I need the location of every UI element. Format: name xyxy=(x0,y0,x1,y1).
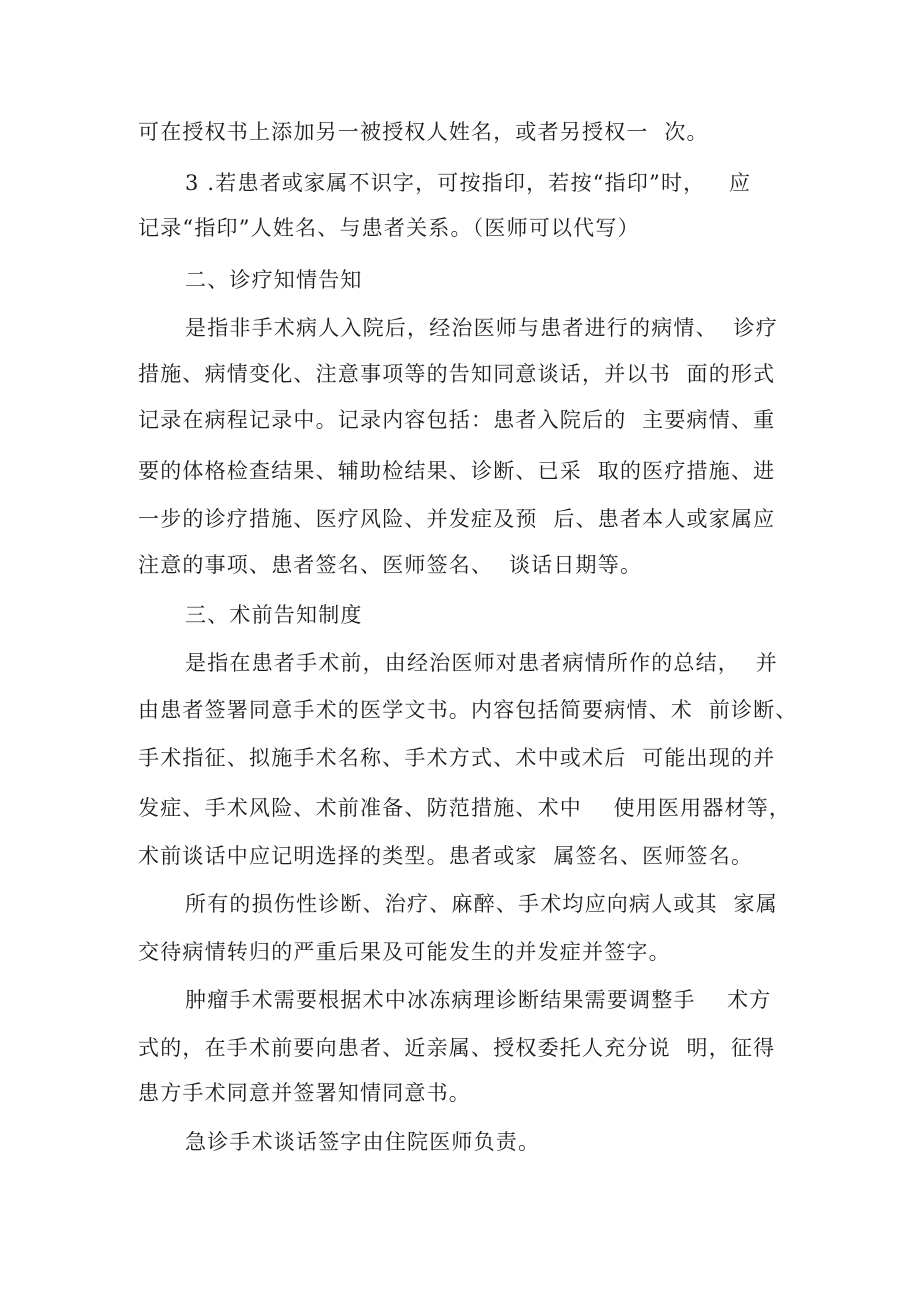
text-line: 式的，在手术前要向患者、近亲属、授权委托人充分说 明，征得 xyxy=(138,1036,776,1060)
text-line: 术前谈话中应记明选择的类型。患者或家 属签名、医师签名。 xyxy=(138,844,754,868)
text-line: 肿瘤手术需要根据术中冰冻病理诊断结果需要调整手 术方 xyxy=(185,988,772,1012)
text-line: 手术指征、拟施手术名称、手术方式、术中或术后 可能出现的并 xyxy=(138,746,776,770)
text-line: 可在授权书上添加另一被授权人姓名，或者另授权一 次。 xyxy=(138,120,709,144)
text-line: 一步的诊疗措施、医疗风险、并发症及预 后、患者本人或家属应 xyxy=(138,507,776,531)
section-heading: 三、术前告知制度 xyxy=(185,603,363,627)
text-line: 记录在病程记录中。记录内容包括：患者入院后的 主要病情、重 xyxy=(138,408,776,432)
text-line: 发症、手术风险、术前准备、防范措施、术中 使用医用器材等， xyxy=(138,796,792,820)
text-line: 患方手术同意并签署知情同意书。 xyxy=(138,1081,471,1105)
text-line: 记录“指印”人姓名、与患者关系。（医师可以代写） xyxy=(138,216,640,240)
text-line: 交待病情转归的严重后果及可能发生的并发症并签字。 xyxy=(138,940,671,964)
text-line: 急诊手术谈话签字由住院医师负责。 xyxy=(185,1130,541,1154)
section-heading: 二、诊疗知情告知 xyxy=(185,268,363,292)
text-line: 由患者签署同意手术的医学文书。内容包括简要病情、术 前诊断、 xyxy=(138,698,798,722)
text-line: 措施、病情变化、注意事项等的告知同意谈话，并以书 面的形式 xyxy=(138,362,776,386)
text-line: 要的体格检查结果、辅助检结果、诊断、已采 取的医疗措施、进 xyxy=(138,459,776,483)
text-line: 是指非手术病人入院后，经治医师与患者进行的病情、 诊疗 xyxy=(185,316,778,340)
text-line: 是指在患者手术前，由经治医师对患者病情所作的总结， 并 xyxy=(185,651,778,675)
text-line: 所有的损伤性诊断、治疗、麻醉、手术均应向病人或其 家属 xyxy=(185,892,778,916)
text-line: 注意的事项、患者签名、医师签名、 谈话日期等。 xyxy=(138,553,643,577)
text-line: 3 .若患者或家属不识字，可按指印，若按“指印”时， 应 xyxy=(185,171,752,195)
